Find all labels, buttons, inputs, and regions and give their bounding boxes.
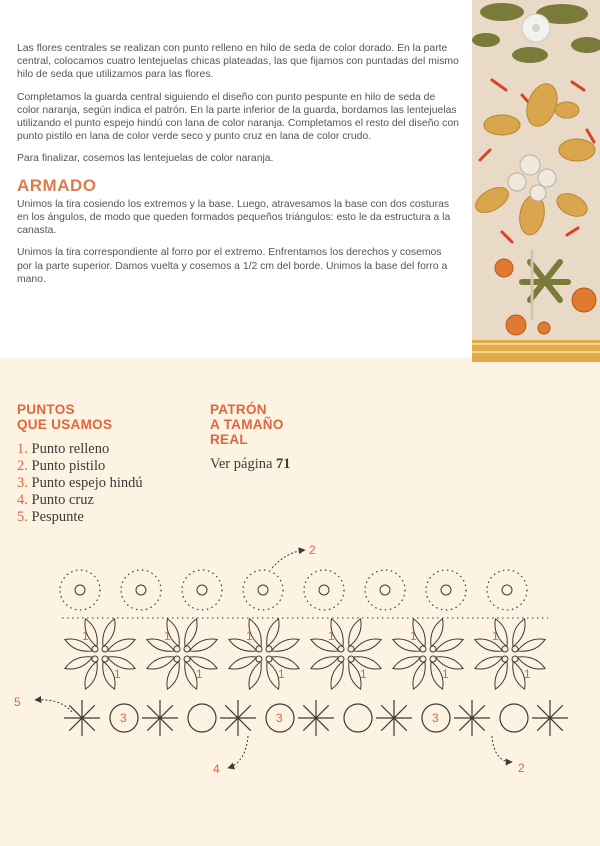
ring-center (75, 585, 85, 595)
center-sequin (348, 656, 354, 662)
pistilo-ring (243, 570, 283, 610)
patron-title: PATRÓN A TAMAÑO REAL (210, 402, 284, 447)
label-5: 5 (14, 695, 21, 709)
label-1: 1 (196, 667, 203, 681)
label-1: 1 (492, 629, 499, 643)
list-item: 3. Punto espejo hindú (17, 475, 143, 491)
mirror-sequin (344, 704, 372, 732)
pistilo-ring (426, 570, 466, 610)
ring-center (197, 585, 207, 595)
pistilo-ring (60, 570, 100, 610)
mirror-sequin (188, 704, 216, 732)
label-1: 1 (328, 629, 335, 643)
puntos-section (17, 402, 197, 526)
pistilo-ring (304, 570, 344, 610)
armado-paragraph-1: Unimos la tira cosiendo los extremos y la base. Luego, atravesamos la base con dos costuras en los ángulos, de modo que queden formados pequeños triángulos: esto le da estructura a la canasta. (17, 198, 451, 237)
pistilo-ring (487, 570, 527, 610)
center-sequin (512, 656, 518, 662)
list-item: 5. Pespunte (17, 509, 84, 525)
ring-center (441, 585, 451, 595)
paragraph-1: Las flores centrales se realizan con punto relleno en hilo de seda de color dorado. En la parte central, colocamos cuatro lentejuelas chicas plateadas, las que fijamos con puntadas del mismo hilo de seda que utilizamos para las flores. (17, 43, 459, 81)
label-1: 1 (442, 667, 449, 681)
ring-center (258, 585, 268, 595)
label-3: 3 (276, 711, 283, 725)
label-1: 1 (82, 629, 89, 643)
center-sequin (420, 646, 426, 652)
armado-paragraph-2: Unimos la tira correspondiente al forro por el extremo. Enfrentamos los derechos y cosemos por la parte superior. Damos vuelta y cosemos a 1/2 cm del borde. Unimos la base del forro a mano. (17, 247, 448, 285)
label-1: 1 (410, 629, 417, 643)
list-item: 2. Punto pistilo (17, 458, 106, 474)
embroidery-pattern (0, 540, 600, 780)
pistilo-ring (365, 570, 405, 610)
center-sequin (512, 646, 518, 652)
label-1: 1 (278, 667, 285, 681)
center-sequin (502, 656, 508, 662)
label-1: 1 (360, 667, 367, 681)
list-item: 4. Punto cruz (17, 492, 94, 508)
center-sequin (256, 656, 262, 662)
center-sequin (266, 656, 272, 662)
instructions-text (17, 42, 459, 295)
stitch-list (17, 441, 197, 526)
center-sequin (174, 656, 180, 662)
pistilo-ring (182, 570, 222, 610)
label-2-top: 2 (309, 543, 316, 557)
label-4: 4 (213, 762, 220, 776)
center-sequin (502, 646, 508, 652)
center-sequin (256, 646, 262, 652)
mirror-sequin (500, 704, 528, 732)
center-sequin (266, 646, 272, 652)
armado-heading: ARMADO (17, 175, 97, 195)
center-sequin (184, 646, 190, 652)
ring-center (380, 585, 390, 595)
center-sequin (348, 646, 354, 652)
label-1: 1 (524, 667, 531, 681)
center-sequin (338, 646, 344, 652)
center-sequin (420, 656, 426, 662)
page-reference: Ver página 71 (210, 456, 291, 472)
label-3: 3 (120, 711, 127, 725)
center-sequin (174, 646, 180, 652)
center-sequin (92, 656, 98, 662)
puntos-title: PUNTOS QUE USAMOS (17, 402, 113, 432)
ring-center (319, 585, 329, 595)
ring-center (136, 585, 146, 595)
label-2-bottom: 2 (518, 761, 525, 775)
center-sequin (184, 656, 190, 662)
center-sequin (338, 656, 344, 662)
center-sequin (102, 656, 108, 662)
label-1: 1 (246, 629, 253, 643)
center-sequin (430, 656, 436, 662)
list-item: 1. Punto relleno (17, 441, 110, 457)
label-1: 1 (114, 667, 121, 681)
pistilo-ring (121, 570, 161, 610)
paragraph-3: Para finalizar, cosemos las lentejuelas de color naranja. (17, 153, 274, 165)
paragraph-2: Completamos la guarda central siguiendo el diseño con punto pespunte en hilo de seda de color naranja, según indica el patrón. En la parte inferior de la guarda, bordamos las lentejuelas utilizando el punto espejo hindú con lana de color naranja. Completamos el resto del diseño con punto pistilo en lana de color verde seco y punto cruz en lana de color crudo. (17, 91, 459, 143)
center-sequin (102, 646, 108, 652)
center-sequin (430, 646, 436, 652)
embroidery-photo (472, 0, 600, 362)
ring-center (502, 585, 512, 595)
label-3: 3 (432, 711, 439, 725)
label-1: 1 (164, 629, 171, 643)
center-sequin (92, 646, 98, 652)
patron-section (210, 402, 350, 473)
